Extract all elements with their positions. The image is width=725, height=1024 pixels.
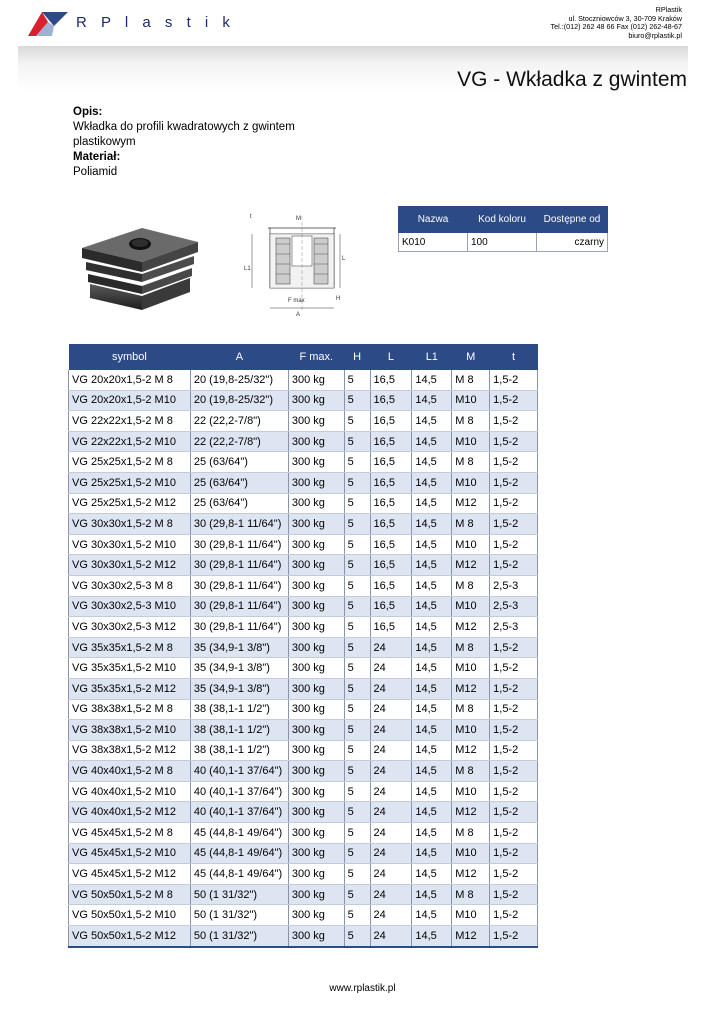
cell-h: 5 — [344, 555, 370, 576]
header-l: L — [370, 344, 412, 370]
header-fmax: F max. — [288, 344, 344, 370]
cell-a: 25 (63/64") — [190, 472, 288, 493]
cell-l1: 14,5 — [412, 761, 452, 782]
drawing-label-h: H — [336, 296, 341, 302]
cell-a: 22 (22,2-7/8") — [190, 411, 288, 432]
material-text: Poliamid — [73, 166, 118, 178]
cell-h: 5 — [344, 843, 370, 864]
cell-l1: 14,5 — [412, 411, 452, 432]
table-row — [69, 864, 538, 885]
cell-t: 1,5-2 — [490, 370, 538, 390]
table-row — [69, 575, 538, 596]
cell-fmax: 300 kg — [288, 884, 344, 905]
cell-a: 38 (38,1-1 1/2") — [190, 720, 288, 741]
table-row — [69, 720, 538, 741]
table-row — [69, 699, 538, 720]
cell-m: M12 — [452, 555, 490, 576]
cell-m: M10 — [452, 658, 490, 679]
cell-l: 16,5 — [370, 514, 412, 535]
cell-a: 35 (34,9-1 3/8") — [190, 637, 288, 658]
cell-m: M12 — [452, 864, 490, 885]
cell-m: M 8 — [452, 370, 490, 390]
cell-a: 40 (40,1-1 37/64") — [190, 802, 288, 823]
cell-fmax: 300 kg — [288, 617, 344, 638]
cell-a: 45 (44,8-1 49/64") — [190, 823, 288, 844]
cell-l1: 14,5 — [412, 534, 452, 555]
cell-fmax: 300 kg — [288, 905, 344, 926]
cell-l: 24 — [370, 699, 412, 720]
cell-l: 16,5 — [370, 596, 412, 617]
opis-text: Wkładka do profili kwadratowych z gwintem plastikowym — [73, 121, 295, 148]
table-row — [69, 802, 538, 823]
cell-l: 16,5 — [370, 370, 412, 390]
cell-l1: 14,5 — [412, 617, 452, 638]
cell-l: 16,5 — [370, 472, 412, 493]
cell-symbol: VG 35x35x1,5-2 M 8 — [69, 637, 191, 658]
cell-h: 5 — [344, 926, 370, 947]
drawing-label-t: t — [250, 214, 252, 220]
cell-a: 38 (38,1-1 1/2") — [190, 699, 288, 720]
table-row — [69, 905, 538, 926]
cell-t: 1,5-2 — [490, 555, 538, 576]
cell-h: 5 — [344, 637, 370, 658]
cell-m: M 8 — [452, 823, 490, 844]
product-photo — [72, 210, 208, 318]
cell-m: M 8 — [452, 761, 490, 782]
cell-fmax: 300 kg — [288, 472, 344, 493]
cell-h: 5 — [344, 864, 370, 885]
cell-symbol: VG 22x22x1,5-2 M10 — [69, 431, 191, 452]
cell-a: 30 (29,8-1 11/64") — [190, 617, 288, 638]
cell-a: 40 (40,1-1 37/64") — [190, 781, 288, 802]
cell-h: 5 — [344, 699, 370, 720]
cell-fmax: 300 kg — [288, 802, 344, 823]
table-row — [69, 411, 538, 432]
company-email: biuro@rplastik.pl — [628, 30, 682, 40]
cell-l: 24 — [370, 761, 412, 782]
availability-header-dostepne: Dostępne od — [537, 207, 608, 233]
cell-l1: 14,5 — [412, 452, 452, 473]
cell-m: M 8 — [452, 514, 490, 535]
cell-fmax: 300 kg — [288, 781, 344, 802]
cell-symbol: VG 30x30x1,5-2 M 8 — [69, 514, 191, 535]
cell-symbol: VG 38x38x1,5-2 M10 — [69, 720, 191, 741]
material-label: Materiał: — [73, 151, 121, 163]
cell-h: 5 — [344, 823, 370, 844]
availability-table — [398, 206, 608, 252]
cell-l1: 14,5 — [412, 720, 452, 741]
drawing-label-a: A — [296, 312, 301, 318]
cell-l: 16,5 — [370, 452, 412, 473]
cell-a: 38 (38,1-1 1/2") — [190, 740, 288, 761]
cell-a: 30 (29,8-1 11/64") — [190, 575, 288, 596]
cell-t: 1,5-2 — [490, 905, 538, 926]
cell-l: 24 — [370, 823, 412, 844]
cell-m: M10 — [452, 431, 490, 452]
cell-l1: 14,5 — [412, 493, 452, 514]
cell-h: 5 — [344, 678, 370, 699]
cell-fmax: 300 kg — [288, 514, 344, 535]
table-row — [69, 390, 538, 411]
cell-l: 24 — [370, 678, 412, 699]
cell-h: 5 — [344, 472, 370, 493]
cell-a: 40 (40,1-1 37/64") — [190, 761, 288, 782]
cell-m: M10 — [452, 905, 490, 926]
table-row — [69, 884, 538, 905]
brand-name: R P l a s t i k — [76, 14, 235, 31]
availability-cell-nazwa: K010 — [399, 233, 468, 252]
cell-m: M12 — [452, 493, 490, 514]
cell-symbol: VG 30x30x1,5-2 M12 — [69, 555, 191, 576]
drawing-label-fmax: F max — [288, 298, 305, 304]
cell-l: 24 — [370, 926, 412, 947]
cell-l: 24 — [370, 843, 412, 864]
cell-t: 2,5-3 — [490, 596, 538, 617]
table-row — [69, 370, 538, 390]
cell-fmax: 300 kg — [288, 431, 344, 452]
cell-l: 24 — [370, 740, 412, 761]
cell-l1: 14,5 — [412, 926, 452, 947]
cell-symbol: VG 30x30x2,5-3 M12 — [69, 617, 191, 638]
cell-a: 25 (63/64") — [190, 493, 288, 514]
cell-m: M10 — [452, 781, 490, 802]
cell-fmax: 300 kg — [288, 926, 344, 947]
cell-fmax: 300 kg — [288, 411, 344, 432]
drawing-label-m: M — [296, 216, 301, 222]
cell-t: 1,5-2 — [490, 452, 538, 473]
table-row — [69, 493, 538, 514]
cell-symbol: VG 45x45x1,5-2 M10 — [69, 843, 191, 864]
cell-t: 1,5-2 — [490, 390, 538, 411]
cell-symbol: VG 20x20x1,5-2 M10 — [69, 390, 191, 411]
cell-h: 5 — [344, 452, 370, 473]
availability-row — [399, 233, 608, 252]
cell-h: 5 — [344, 514, 370, 535]
cell-t: 1,5-2 — [490, 699, 538, 720]
cell-l: 16,5 — [370, 575, 412, 596]
cell-h: 5 — [344, 370, 370, 390]
opis-label: Opis: — [73, 106, 103, 118]
cell-fmax: 300 kg — [288, 637, 344, 658]
cell-l1: 14,5 — [412, 740, 452, 761]
cell-symbol: VG 50x50x1,5-2 M10 — [69, 905, 191, 926]
cell-l1: 14,5 — [412, 555, 452, 576]
table-row — [69, 617, 538, 638]
table-row — [69, 596, 538, 617]
cell-m: M10 — [452, 843, 490, 864]
drawing-label-l: L — [342, 256, 346, 262]
cell-symbol: VG 50x50x1,5-2 M 8 — [69, 884, 191, 905]
cell-l1: 14,5 — [412, 843, 452, 864]
cell-m: M12 — [452, 740, 490, 761]
cell-t: 1,5-2 — [490, 658, 538, 679]
cell-h: 5 — [344, 658, 370, 679]
cell-l: 16,5 — [370, 534, 412, 555]
cell-fmax: 300 kg — [288, 534, 344, 555]
cell-l1: 14,5 — [412, 472, 452, 493]
cell-a: 22 (22,2-7/8") — [190, 431, 288, 452]
cell-t: 1,5-2 — [490, 740, 538, 761]
cell-m: M12 — [452, 617, 490, 638]
cell-l1: 14,5 — [412, 658, 452, 679]
cell-fmax: 300 kg — [288, 658, 344, 679]
header-t: t — [490, 344, 538, 370]
cell-l1: 14,5 — [412, 431, 452, 452]
table-row — [69, 761, 538, 782]
cell-symbol: VG 40x40x1,5-2 M12 — [69, 802, 191, 823]
cell-l1: 14,5 — [412, 637, 452, 658]
cell-l: 16,5 — [370, 390, 412, 411]
table-row — [69, 555, 538, 576]
cell-l: 24 — [370, 802, 412, 823]
cell-a: 25 (63/64") — [190, 452, 288, 473]
cell-m: M12 — [452, 678, 490, 699]
cell-m: M10 — [452, 720, 490, 741]
cell-t: 1,5-2 — [490, 823, 538, 844]
cell-m: M 8 — [452, 699, 490, 720]
table-row — [69, 534, 538, 555]
cell-a: 30 (29,8-1 11/64") — [190, 596, 288, 617]
cell-fmax: 300 kg — [288, 678, 344, 699]
cell-fmax: 300 kg — [288, 843, 344, 864]
availability-header-row — [399, 207, 608, 233]
cell-a: 35 (34,9-1 3/8") — [190, 678, 288, 699]
cell-symbol: VG 25x25x1,5-2 M10 — [69, 472, 191, 493]
cell-t: 1,5-2 — [490, 493, 538, 514]
header-symbol: symbol — [69, 344, 191, 370]
cell-fmax: 300 kg — [288, 390, 344, 411]
header-h: H — [344, 344, 370, 370]
cell-m: M 8 — [452, 452, 490, 473]
cell-l1: 14,5 — [412, 802, 452, 823]
cell-m: M 8 — [452, 884, 490, 905]
cell-l: 24 — [370, 864, 412, 885]
cell-fmax: 300 kg — [288, 740, 344, 761]
table-row — [69, 740, 538, 761]
technical-drawing — [240, 208, 350, 320]
table-row — [69, 472, 538, 493]
cell-l1: 14,5 — [412, 864, 452, 885]
cell-t: 1,5-2 — [490, 761, 538, 782]
cell-fmax: 300 kg — [288, 761, 344, 782]
cell-t: 1,5-2 — [490, 472, 538, 493]
cell-m: M10 — [452, 534, 490, 555]
company-phone: Tel.:(012) 262 48 66 Fax (012) 262-48-67 — [550, 22, 682, 31]
cell-symbol: VG 30x30x2,5-3 M10 — [69, 596, 191, 617]
cell-symbol: VG 50x50x1,5-2 M12 — [69, 926, 191, 947]
cell-m: M12 — [452, 926, 490, 947]
cell-l1: 14,5 — [412, 390, 452, 411]
cell-symbol: VG 40x40x1,5-2 M10 — [69, 781, 191, 802]
cell-a: 50 (1 31/32") — [190, 884, 288, 905]
cell-fmax: 300 kg — [288, 864, 344, 885]
table-row — [69, 452, 538, 473]
cell-fmax: 300 kg — [288, 699, 344, 720]
cell-m: M 8 — [452, 411, 490, 432]
cell-t: 1,5-2 — [490, 637, 538, 658]
cell-l: 16,5 — [370, 431, 412, 452]
cell-l: 16,5 — [370, 617, 412, 638]
products-table — [68, 344, 538, 948]
availability-header-kod: Kod koloru — [468, 207, 537, 233]
cell-symbol: VG 22x22x1,5-2 M 8 — [69, 411, 191, 432]
cell-fmax: 300 kg — [288, 823, 344, 844]
availability-cell-dostepne: czarny — [537, 233, 608, 252]
cell-symbol: VG 45x45x1,5-2 M 8 — [69, 823, 191, 844]
products-header-row — [69, 344, 538, 370]
cell-h: 5 — [344, 575, 370, 596]
cell-a: 45 (44,8-1 49/64") — [190, 843, 288, 864]
cell-m: M10 — [452, 472, 490, 493]
cell-l1: 14,5 — [412, 575, 452, 596]
logo-icon — [28, 12, 68, 36]
cell-l: 24 — [370, 720, 412, 741]
cell-a: 50 (1 31/32") — [190, 926, 288, 947]
cell-symbol: VG 25x25x1,5-2 M12 — [69, 493, 191, 514]
cell-t: 1,5-2 — [490, 781, 538, 802]
cell-symbol: VG 35x35x1,5-2 M10 — [69, 658, 191, 679]
cell-fmax: 300 kg — [288, 596, 344, 617]
cell-a: 30 (29,8-1 11/64") — [190, 514, 288, 535]
cell-symbol: VG 35x35x1,5-2 M12 — [69, 678, 191, 699]
cell-t: 1,5-2 — [490, 864, 538, 885]
cell-h: 5 — [344, 411, 370, 432]
cell-h: 5 — [344, 596, 370, 617]
cell-a: 20 (19,8-25/32") — [190, 370, 288, 390]
cell-m: M10 — [452, 390, 490, 411]
header-m: M — [452, 344, 490, 370]
cell-h: 5 — [344, 431, 370, 452]
company-name: RPlastik — [655, 5, 682, 14]
footer-url: www.rplastik.pl — [329, 983, 396, 994]
cell-fmax: 300 kg — [288, 555, 344, 576]
cell-l1: 14,5 — [412, 514, 452, 535]
cell-symbol: VG 25x25x1,5-2 M 8 — [69, 452, 191, 473]
cell-l: 24 — [370, 905, 412, 926]
description — [73, 105, 333, 180]
cell-h: 5 — [344, 802, 370, 823]
cell-fmax: 300 kg — [288, 452, 344, 473]
cell-symbol: VG 30x30x1,5-2 M10 — [69, 534, 191, 555]
cell-h: 5 — [344, 534, 370, 555]
cell-symbol: VG 38x38x1,5-2 M 8 — [69, 699, 191, 720]
cell-m: M 8 — [452, 575, 490, 596]
page-title: VG - Wkładka z gwintem — [457, 68, 687, 91]
cell-l: 24 — [370, 637, 412, 658]
cell-a: 45 (44,8-1 49/64") — [190, 864, 288, 885]
cell-l1: 14,5 — [412, 370, 452, 390]
cell-l: 16,5 — [370, 493, 412, 514]
cell-fmax: 300 kg — [288, 575, 344, 596]
cell-l1: 14,5 — [412, 905, 452, 926]
cell-t: 1,5-2 — [490, 534, 538, 555]
cell-l1: 14,5 — [412, 699, 452, 720]
cell-l1: 14,5 — [412, 884, 452, 905]
cell-a: 20 (19,8-25/32") — [190, 390, 288, 411]
table-row — [69, 637, 538, 658]
cell-t: 1,5-2 — [490, 411, 538, 432]
cell-h: 5 — [344, 493, 370, 514]
cell-l: 24 — [370, 781, 412, 802]
cell-h: 5 — [344, 720, 370, 741]
cell-fmax: 300 kg — [288, 720, 344, 741]
cell-l1: 14,5 — [412, 823, 452, 844]
cell-t: 2,5-3 — [490, 575, 538, 596]
cell-a: 30 (29,8-1 11/64") — [190, 534, 288, 555]
cell-h: 5 — [344, 884, 370, 905]
cell-t: 2,5-3 — [490, 617, 538, 638]
cell-t: 1,5-2 — [490, 802, 538, 823]
cell-l: 24 — [370, 658, 412, 679]
cell-h: 5 — [344, 617, 370, 638]
cell-l: 16,5 — [370, 555, 412, 576]
cell-symbol: VG 45x45x1,5-2 M12 — [69, 864, 191, 885]
cell-h: 5 — [344, 781, 370, 802]
cell-t: 1,5-2 — [490, 926, 538, 947]
cell-fmax: 300 kg — [288, 493, 344, 514]
header-a: A — [190, 344, 288, 370]
cell-l: 16,5 — [370, 411, 412, 432]
cell-t: 1,5-2 — [490, 678, 538, 699]
cell-h: 5 — [344, 905, 370, 926]
company-address: ul. Stoczniowców 3, 30-709 Kraków — [568, 13, 682, 23]
availability-cell-kod: 100 — [468, 233, 537, 252]
cell-m: M10 — [452, 596, 490, 617]
cell-h: 5 — [344, 761, 370, 782]
cell-symbol: VG 38x38x1,5-2 M12 — [69, 740, 191, 761]
cell-t: 1,5-2 — [490, 720, 538, 741]
table-row — [69, 431, 538, 452]
cell-m: M12 — [452, 802, 490, 823]
cell-t: 1,5-2 — [490, 843, 538, 864]
cell-l1: 14,5 — [412, 596, 452, 617]
cell-m: M 8 — [452, 637, 490, 658]
cell-t: 1,5-2 — [490, 431, 538, 452]
availability-header-nazwa: Nazwa — [399, 207, 468, 233]
cell-a: 35 (34,9-1 3/8") — [190, 658, 288, 679]
cell-t: 1,5-2 — [490, 514, 538, 535]
cell-a: 30 (29,8-1 11/64") — [190, 555, 288, 576]
table-row — [69, 823, 538, 844]
table-row — [69, 843, 538, 864]
header-l1: L1 — [412, 344, 452, 370]
company-info — [551, 6, 682, 40]
drawing-label-l1: L1 — [244, 266, 251, 272]
table-row — [69, 926, 538, 947]
table-row — [69, 658, 538, 679]
cell-l1: 14,5 — [412, 781, 452, 802]
cell-t: 1,5-2 — [490, 884, 538, 905]
cell-l1: 14,5 — [412, 678, 452, 699]
cell-h: 5 — [344, 390, 370, 411]
cell-symbol: VG 30x30x2,5-3 M 8 — [69, 575, 191, 596]
cell-h: 5 — [344, 740, 370, 761]
table-row — [69, 678, 538, 699]
cell-symbol: VG 40x40x1,5-2 M 8 — [69, 761, 191, 782]
table-row — [69, 514, 538, 535]
cell-a: 50 (1 31/32") — [190, 905, 288, 926]
table-row — [69, 781, 538, 802]
cell-symbol: VG 20x20x1,5-2 M 8 — [69, 370, 191, 390]
cell-fmax: 300 kg — [288, 370, 344, 390]
cell-l: 24 — [370, 884, 412, 905]
